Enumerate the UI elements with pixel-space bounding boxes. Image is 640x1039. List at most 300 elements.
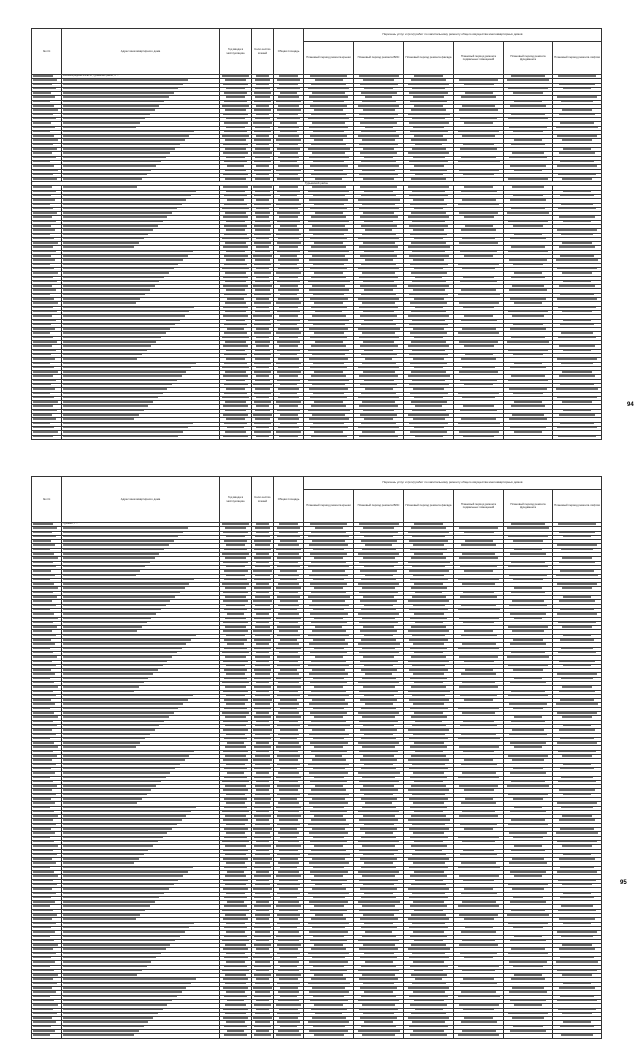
illegible-text bbox=[256, 613, 270, 615]
illegible-text bbox=[33, 238, 54, 240]
illegible-text bbox=[224, 393, 247, 395]
illegible-text bbox=[225, 371, 246, 373]
cell-facade bbox=[404, 345, 454, 349]
table-row bbox=[32, 703, 602, 707]
repair-schedule-table bbox=[31, 28, 602, 440]
illegible-text bbox=[63, 88, 178, 90]
illegible-text bbox=[223, 144, 249, 146]
illegible-text bbox=[256, 1030, 270, 1032]
cell-foundation bbox=[504, 914, 553, 918]
illegible-text bbox=[254, 686, 270, 688]
illegible-text bbox=[365, 673, 393, 675]
illegible-text bbox=[461, 358, 496, 360]
cell-facade bbox=[404, 948, 454, 952]
cell-roof bbox=[304, 583, 354, 587]
illegible-text bbox=[276, 678, 301, 680]
illegible-text bbox=[513, 131, 542, 133]
cell-roof bbox=[304, 418, 354, 422]
illegible-text bbox=[314, 974, 343, 976]
illegible-text bbox=[507, 785, 548, 787]
cell-basement bbox=[454, 422, 504, 426]
cell-floors bbox=[252, 759, 274, 763]
cell-facade bbox=[404, 729, 454, 733]
illegible-text bbox=[409, 92, 449, 94]
illegible-text bbox=[63, 562, 150, 564]
cell-basement bbox=[454, 212, 504, 216]
cell-year bbox=[220, 130, 252, 134]
illegible-text bbox=[459, 242, 498, 244]
illegible-text bbox=[311, 436, 347, 438]
illegible-text bbox=[253, 384, 271, 386]
table-row bbox=[32, 152, 602, 156]
illegible-text bbox=[255, 410, 270, 412]
header-foundation-period: Плановый период ремонта фундамента bbox=[504, 42, 553, 75]
illegible-text bbox=[227, 901, 245, 903]
cell-roof bbox=[304, 1021, 354, 1025]
illegible-text bbox=[560, 1026, 594, 1028]
illegible-text bbox=[458, 1034, 499, 1036]
cell-basement bbox=[454, 875, 504, 879]
table-row bbox=[32, 755, 602, 759]
cell-year bbox=[220, 948, 252, 952]
cell-roof bbox=[304, 613, 354, 617]
cell-basement bbox=[454, 724, 504, 728]
illegible-text bbox=[276, 875, 301, 877]
illegible-text bbox=[63, 991, 182, 993]
illegible-text bbox=[279, 84, 298, 86]
cell-facade bbox=[404, 875, 454, 879]
illegible-text bbox=[510, 613, 546, 615]
illegible-text bbox=[33, 858, 52, 860]
cell-address: Калининградская область, Гурьевский район, п. ... bbox=[62, 75, 220, 79]
cell-area bbox=[274, 418, 304, 422]
illegible-text bbox=[411, 212, 446, 214]
illegible-text bbox=[361, 92, 397, 94]
illegible-text bbox=[464, 888, 494, 890]
table-row bbox=[32, 720, 602, 724]
illegible-text bbox=[63, 948, 166, 950]
cell-networks bbox=[354, 426, 404, 430]
illegible-text bbox=[412, 923, 445, 925]
illegible-text bbox=[222, 970, 249, 972]
cell-basement bbox=[454, 156, 504, 160]
illegible-text bbox=[411, 884, 446, 886]
cell-floors bbox=[252, 626, 274, 630]
illegible-text bbox=[63, 630, 137, 632]
cell-floors bbox=[252, 548, 274, 552]
illegible-text bbox=[415, 405, 443, 407]
illegible-text bbox=[223, 345, 248, 347]
illegible-text bbox=[314, 302, 344, 304]
cell-num bbox=[32, 944, 62, 948]
illegible-text bbox=[362, 807, 396, 809]
cell-year bbox=[220, 113, 252, 117]
illegible-text bbox=[508, 221, 547, 223]
illegible-text bbox=[463, 307, 495, 309]
illegible-text bbox=[563, 893, 590, 895]
illegible-text bbox=[509, 961, 547, 963]
illegible-text bbox=[510, 298, 546, 300]
illegible-text bbox=[256, 682, 269, 684]
cell-networks bbox=[354, 810, 404, 814]
illegible-text bbox=[464, 186, 494, 188]
illegible-text bbox=[463, 850, 494, 852]
illegible-text bbox=[255, 764, 270, 766]
illegible-text bbox=[509, 289, 547, 291]
cell-roof bbox=[304, 358, 354, 362]
cell-networks bbox=[354, 225, 404, 229]
illegible-text bbox=[408, 285, 449, 287]
illegible-text bbox=[556, 388, 597, 390]
cell-networks bbox=[354, 888, 404, 892]
illegible-text bbox=[33, 135, 54, 137]
illegible-text bbox=[559, 562, 596, 564]
illegible-text bbox=[414, 165, 444, 167]
illegible-text bbox=[254, 798, 272, 800]
cell-year bbox=[220, 92, 252, 96]
illegible-text bbox=[363, 109, 395, 111]
illegible-text bbox=[256, 75, 269, 77]
illegible-text bbox=[255, 178, 271, 180]
illegible-text bbox=[33, 626, 57, 628]
illegible-text bbox=[364, 118, 394, 120]
illegible-text bbox=[63, 157, 166, 159]
cell-area bbox=[274, 634, 304, 638]
illegible-text bbox=[461, 96, 496, 98]
illegible-text bbox=[314, 686, 343, 688]
illegible-text bbox=[359, 174, 399, 176]
cell-networks bbox=[354, 926, 404, 930]
illegible-text bbox=[358, 940, 399, 942]
illegible-text bbox=[411, 974, 447, 976]
illegible-text bbox=[411, 1013, 446, 1015]
cell-roof bbox=[304, 165, 354, 169]
illegible-text bbox=[459, 212, 498, 214]
cell-facade bbox=[404, 1004, 454, 1008]
illegible-text bbox=[311, 174, 347, 176]
illegible-text bbox=[560, 324, 594, 326]
illegible-text bbox=[557, 96, 598, 98]
table-row bbox=[32, 935, 602, 939]
illegible-text bbox=[314, 648, 344, 650]
cell-elevator bbox=[553, 987, 602, 991]
illegible-text bbox=[63, 427, 188, 429]
cell-area bbox=[274, 1004, 304, 1008]
table-row bbox=[32, 87, 602, 91]
illegible-text bbox=[33, 523, 53, 525]
illegible-text bbox=[63, 592, 180, 594]
illegible-text bbox=[223, 880, 249, 882]
illegible-text bbox=[226, 575, 245, 577]
illegible-text bbox=[63, 648, 182, 650]
illegible-text bbox=[227, 643, 245, 645]
illegible-text bbox=[280, 92, 297, 94]
illegible-text bbox=[254, 1026, 272, 1028]
table-row bbox=[32, 100, 602, 104]
cell-facade bbox=[404, 896, 454, 900]
illegible-text bbox=[223, 436, 249, 438]
cell-floors bbox=[252, 1017, 274, 1021]
cell-basement bbox=[454, 617, 504, 621]
cell-facade bbox=[404, 995, 454, 999]
illegible-text bbox=[558, 174, 596, 176]
cell-networks bbox=[354, 969, 404, 973]
illegible-text bbox=[33, 367, 54, 369]
illegible-text bbox=[226, 1021, 245, 1023]
illegible-text bbox=[513, 1026, 543, 1028]
illegible-text bbox=[508, 350, 547, 352]
illegible-text bbox=[255, 221, 270, 223]
illegible-text bbox=[255, 157, 270, 159]
cell-area bbox=[274, 845, 304, 849]
illegible-text bbox=[365, 358, 393, 360]
illegible-text bbox=[224, 957, 248, 959]
illegible-text bbox=[510, 105, 545, 107]
header-facade-period: Плановый период ремонта фасада bbox=[404, 42, 454, 75]
illegible-text bbox=[63, 635, 196, 637]
illegible-text bbox=[280, 294, 297, 296]
illegible-text bbox=[63, 337, 161, 339]
illegible-text bbox=[409, 255, 449, 257]
cell-year bbox=[220, 540, 252, 544]
table-row bbox=[32, 952, 602, 956]
illegible-text bbox=[224, 92, 248, 94]
illegible-text bbox=[412, 191, 445, 193]
illegible-text bbox=[412, 566, 446, 568]
cell-floors bbox=[252, 263, 274, 267]
illegible-text bbox=[33, 970, 54, 972]
illegible-text bbox=[460, 380, 497, 382]
illegible-text bbox=[462, 772, 496, 774]
header-facade-period: Плановый период ремонта фасада bbox=[404, 490, 454, 523]
illegible-text bbox=[458, 579, 500, 581]
cell-elevator bbox=[553, 819, 602, 823]
illegible-text bbox=[63, 910, 145, 912]
illegible-text bbox=[310, 583, 348, 585]
illegible-text bbox=[360, 661, 398, 663]
illegible-text bbox=[560, 996, 593, 998]
illegible-text bbox=[557, 931, 598, 933]
illegible-text bbox=[310, 682, 347, 684]
illegible-text bbox=[33, 682, 54, 684]
illegible-text bbox=[276, 1034, 301, 1036]
illegible-text bbox=[33, 264, 50, 266]
illegible-text bbox=[556, 127, 597, 129]
cell-roof bbox=[304, 720, 354, 724]
cell-basement bbox=[454, 686, 504, 690]
cell-facade bbox=[404, 392, 454, 396]
illegible-text bbox=[360, 858, 397, 860]
illegible-text bbox=[253, 152, 271, 154]
illegible-text bbox=[411, 785, 446, 787]
illegible-text bbox=[277, 527, 301, 529]
illegible-text bbox=[413, 388, 445, 390]
cell-floors bbox=[252, 944, 274, 948]
illegible-text bbox=[223, 622, 249, 624]
illegible-text bbox=[559, 414, 594, 416]
illegible-text bbox=[223, 759, 248, 761]
cell-roof bbox=[304, 435, 354, 439]
illegible-text bbox=[226, 931, 244, 933]
illegible-text bbox=[254, 746, 271, 748]
cell-basement bbox=[454, 379, 504, 383]
illegible-text bbox=[413, 673, 444, 675]
illegible-text bbox=[415, 622, 443, 624]
cell-foundation bbox=[504, 178, 553, 182]
illegible-text bbox=[63, 940, 175, 942]
illegible-text bbox=[361, 768, 397, 770]
illegible-text bbox=[410, 204, 447, 206]
cell-facade bbox=[404, 918, 454, 922]
illegible-text bbox=[461, 191, 497, 193]
illegible-text bbox=[277, 242, 301, 244]
cell-floors bbox=[252, 353, 274, 357]
illegible-text bbox=[63, 841, 158, 843]
illegible-text bbox=[410, 966, 448, 968]
table-row bbox=[32, 379, 602, 383]
illegible-text bbox=[513, 92, 544, 94]
illegible-text bbox=[507, 656, 548, 658]
illegible-text bbox=[33, 936, 50, 938]
illegible-text bbox=[562, 686, 592, 688]
illegible-text bbox=[223, 691, 248, 693]
illegible-text bbox=[311, 84, 346, 86]
cell-year bbox=[220, 383, 252, 387]
cell-elevator bbox=[553, 956, 602, 960]
illegible-text bbox=[256, 345, 268, 347]
illegible-text bbox=[254, 371, 270, 373]
illegible-text bbox=[311, 345, 346, 347]
illegible-text bbox=[33, 893, 56, 895]
illegible-text bbox=[309, 259, 349, 261]
illegible-text bbox=[222, 583, 249, 585]
illegible-text bbox=[253, 570, 271, 572]
cell-year bbox=[220, 336, 252, 340]
illegible-text bbox=[277, 884, 300, 886]
illegible-text bbox=[278, 583, 298, 585]
cell-area bbox=[274, 109, 304, 113]
cell-roof bbox=[304, 1030, 354, 1034]
illegible-text bbox=[256, 397, 269, 399]
illegible-text bbox=[256, 277, 269, 279]
illegible-text bbox=[359, 819, 398, 821]
cell-roof bbox=[304, 621, 354, 625]
illegible-text bbox=[413, 259, 445, 261]
illegible-text bbox=[225, 311, 245, 313]
illegible-text bbox=[254, 974, 270, 976]
illegible-text bbox=[254, 272, 270, 274]
illegible-text bbox=[256, 532, 268, 534]
illegible-text bbox=[413, 772, 444, 774]
illegible-text bbox=[461, 931, 496, 933]
cell-roof bbox=[304, 849, 354, 853]
illegible-text bbox=[225, 746, 247, 748]
illegible-text bbox=[33, 618, 58, 620]
cell-area bbox=[274, 944, 304, 948]
cell-elevator bbox=[553, 306, 602, 310]
illegible-text bbox=[256, 910, 269, 912]
cell-foundation bbox=[504, 366, 553, 370]
cell-foundation bbox=[504, 871, 553, 875]
illegible-text bbox=[254, 845, 270, 847]
illegible-text bbox=[63, 862, 134, 864]
illegible-text bbox=[254, 109, 270, 111]
illegible-text bbox=[63, 673, 153, 675]
cell-floors bbox=[252, 293, 274, 297]
illegible-text bbox=[463, 622, 495, 624]
cell-basement bbox=[454, 596, 504, 600]
illegible-text bbox=[280, 354, 297, 356]
illegible-text bbox=[226, 862, 245, 864]
illegible-text bbox=[225, 983, 245, 985]
cell-roof bbox=[304, 712, 354, 716]
illegible-text bbox=[63, 828, 172, 830]
illegible-text bbox=[279, 405, 298, 407]
cell-year bbox=[220, 561, 252, 565]
illegible-text bbox=[279, 1017, 297, 1019]
cell-year bbox=[220, 435, 252, 439]
illegible-text bbox=[224, 131, 247, 133]
illegible-text bbox=[226, 832, 245, 834]
illegible-text bbox=[315, 178, 343, 180]
illegible-text bbox=[33, 397, 54, 399]
illegible-text bbox=[409, 669, 449, 671]
illegible-text bbox=[410, 936, 448, 938]
illegible-text bbox=[562, 845, 593, 847]
illegible-text bbox=[276, 1004, 301, 1006]
cell-area bbox=[274, 1021, 304, 1025]
illegible-text bbox=[256, 174, 269, 176]
illegible-text bbox=[256, 238, 269, 240]
illegible-text bbox=[225, 755, 245, 757]
cell-foundation bbox=[504, 298, 553, 302]
illegible-text bbox=[33, 302, 58, 304]
illegible-text bbox=[414, 298, 444, 300]
table-row bbox=[32, 656, 602, 660]
illegible-text bbox=[33, 527, 57, 529]
illegible-text bbox=[462, 682, 495, 684]
illegible-text bbox=[414, 397, 444, 399]
illegible-text bbox=[510, 238, 545, 240]
cell-networks bbox=[354, 849, 404, 853]
illegible-text bbox=[33, 764, 56, 766]
illegible-text bbox=[278, 772, 299, 774]
illegible-text bbox=[415, 850, 443, 852]
illegible-text bbox=[223, 850, 249, 852]
illegible-text bbox=[63, 96, 169, 98]
illegible-text bbox=[33, 337, 53, 339]
illegible-text bbox=[63, 897, 159, 899]
cell-elevator bbox=[553, 1034, 602, 1038]
illegible-text bbox=[413, 703, 445, 705]
illegible-text bbox=[507, 79, 548, 81]
illegible-text bbox=[314, 1004, 344, 1006]
illegible-text bbox=[276, 204, 301, 206]
illegible-text bbox=[280, 609, 297, 611]
illegible-text bbox=[409, 1026, 448, 1028]
illegible-text bbox=[256, 712, 269, 714]
illegible-text bbox=[254, 716, 270, 718]
illegible-text bbox=[277, 191, 299, 193]
illegible-text bbox=[63, 527, 188, 529]
illegible-text bbox=[63, 358, 137, 360]
illegible-text bbox=[33, 427, 54, 429]
illegible-text bbox=[63, 328, 170, 330]
illegible-text bbox=[409, 897, 448, 899]
illegible-text bbox=[310, 1000, 348, 1002]
illegible-text bbox=[414, 583, 444, 585]
illegible-text bbox=[226, 953, 246, 955]
